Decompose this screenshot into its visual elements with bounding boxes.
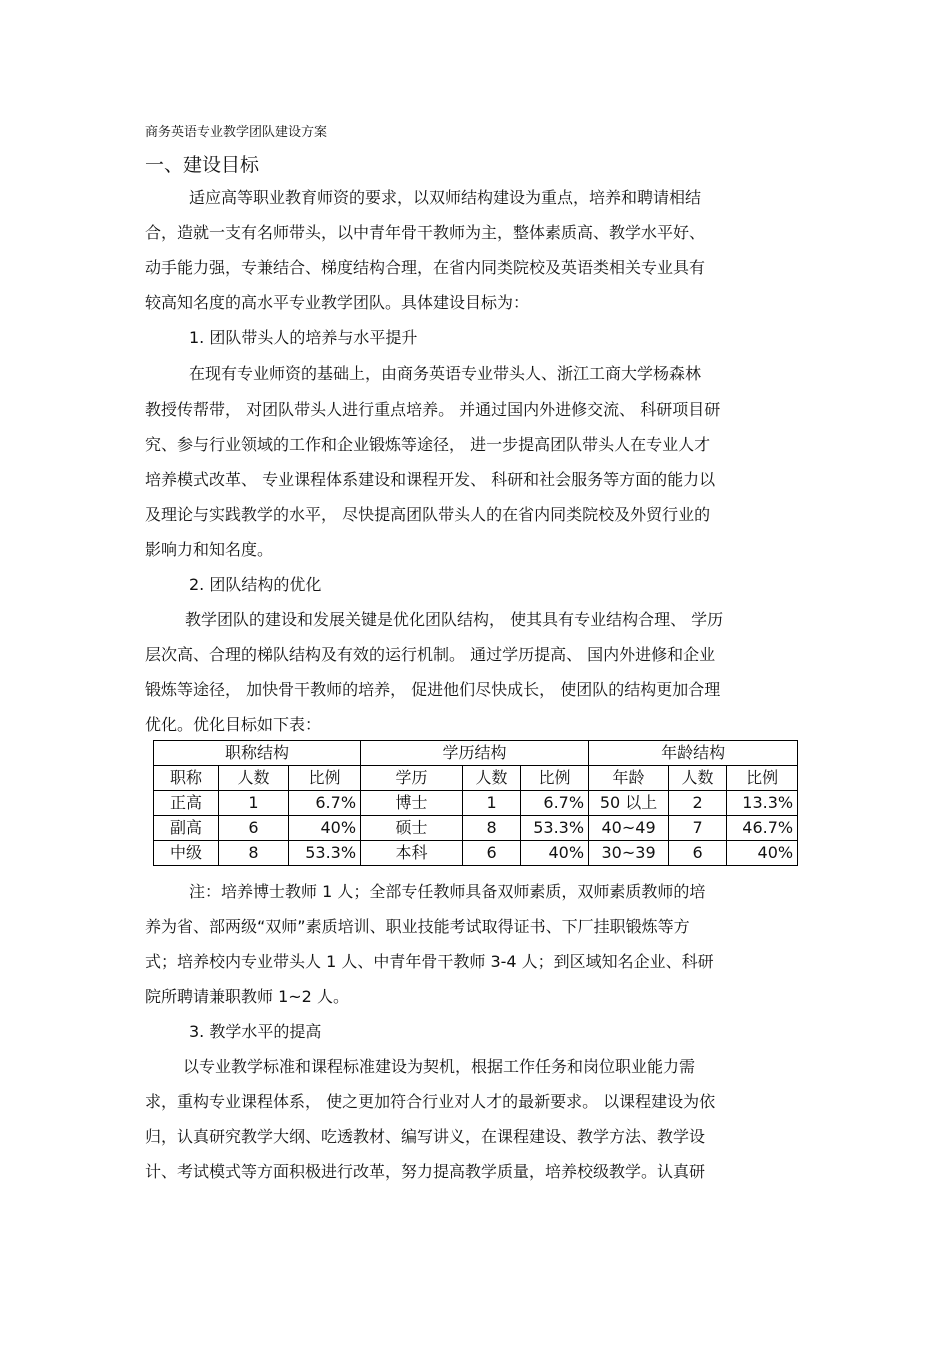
table-header-cell: 学历: [361, 766, 463, 791]
table-group-header: 年龄结构: [589, 741, 798, 766]
document-title: 商务英语专业教学团队建设方案: [145, 125, 328, 140]
table-cell: 6: [669, 841, 727, 866]
subsection-title-leader: 1. 团队带头人的培养与水平提升: [189, 328, 418, 347]
table-cell: 1: [463, 791, 521, 816]
table-cell: 53.3%: [521, 816, 589, 841]
paragraph-line: 层次高、合理的梯队结构及有效的运行机制。 通过学历提高、 国内外进修和企业: [145, 645, 716, 664]
note-line: 养为省、部两级“双师”素质培训、职业技能考试取得证书、下厂挂职锻炼等方: [145, 917, 690, 936]
section-heading-goals: 一、建设目标: [145, 154, 260, 176]
table-row: [154, 791, 798, 816]
paragraph-line: 合，造就一支有名师带头，以中青年骨干教师为主，整体素质高、教学水平好、: [145, 223, 706, 242]
table-cell: 6.7%: [289, 791, 361, 816]
table-cell: 40%: [521, 841, 589, 866]
paragraph-line: 适应高等职业教育师资的要求，以双师结构建设为重点，培养和聘请相结: [189, 188, 702, 207]
paragraph-line: 教授传帮带， 对团队带头人进行重点培养。 并通过国内外进修交流、 科研项目研: [145, 400, 721, 419]
paragraph-line: 计、考试模式等方面积极进行改革，努力提高教学质量，培养校级教学。认真研: [145, 1162, 706, 1181]
table-header-cell: 比例: [521, 766, 589, 791]
table-cell: 50 以上: [589, 791, 669, 816]
table-row: [154, 816, 798, 841]
note-line: 注：培养博士教师 1 人；全部专任教师具备双师素质，双师素质教师的培: [189, 882, 706, 901]
paragraph-line: 及理论与实践教学的水平， 尽快提高团队带头人的在省内同类院校及外贸行业的: [145, 505, 711, 524]
table-header-cell: 人数: [463, 766, 521, 791]
table-cell: 30~39: [589, 841, 669, 866]
table-cell: 40%: [289, 816, 361, 841]
paragraph-line: 影响力和知名度。: [145, 540, 274, 559]
table-group-header: 职称结构: [154, 741, 361, 766]
note-line: 式；培养校内专业带头人 1 人、中青年骨干教师 3-4 人；到区域知名企业、科研: [145, 952, 714, 971]
table-row: [154, 841, 798, 866]
table-cell: 7: [669, 816, 727, 841]
table-cell: 40~49: [589, 816, 669, 841]
paragraph-line: 求，重构专业课程体系， 使之更加符合行业对人才的最新要求。 以课程建设为依: [145, 1092, 716, 1111]
table-cell: 6.7%: [521, 791, 589, 816]
table-cell: 中级: [154, 841, 219, 866]
table-header-cell: 职称: [154, 766, 219, 791]
paragraph-line: 以专业教学标准和课程标准建设为契机，根据工作任务和岗位职业能力需: [183, 1057, 696, 1076]
paragraph-line: 锻炼等途径， 加快骨干教师的培养， 促进他们尽快成长， 使团队的结构更加合理: [145, 680, 721, 699]
subsection-title-structure: 2. 团队结构的优化: [189, 575, 322, 594]
paragraph-line: 究、参与行业领域的工作和企业锻炼等途径， 进一步提高团队带头人在专业人才: [145, 435, 711, 454]
table-cell: 2: [669, 791, 727, 816]
paragraph-line: 在现有专业师资的基础上，由商务英语专业带头人、浙江工商大学杨森林: [189, 364, 702, 383]
table-header-cell: 人数: [219, 766, 289, 791]
table-header-cell: 比例: [727, 766, 798, 791]
table-header-row: [154, 766, 798, 791]
table-cell: 40%: [727, 841, 798, 866]
table-cell: 副高: [154, 816, 219, 841]
table-cell: 本科: [361, 841, 463, 866]
table-cell: 硕士: [361, 816, 463, 841]
table-cell: 46.7%: [727, 816, 798, 841]
table-group-header: 学历结构: [361, 741, 589, 766]
table-cell: 6: [463, 841, 521, 866]
paragraph-line: 动手能力强，专兼结合、梯度结构合理，在省内同类院校及英语类相关专业具有: [145, 258, 706, 277]
table-cell: 8: [463, 816, 521, 841]
table-cell: 6: [219, 816, 289, 841]
note-line: 院所聘请兼职教师 1~2 人。: [145, 987, 349, 1006]
table-header-cell: 比例: [289, 766, 361, 791]
subsection-title-teaching: 3. 教学水平的提高: [189, 1022, 322, 1041]
table-cell: 正高: [154, 791, 219, 816]
paragraph-line: 优化。优化目标如下表：: [145, 715, 322, 734]
table-cell: 博士: [361, 791, 463, 816]
paragraph-line: 归，认真研究教学大纲、吃透教材、编写讲义，在课程建设、教学方法、教学设: [145, 1127, 706, 1146]
table-group-header-row: [154, 741, 798, 766]
table-cell: 1: [219, 791, 289, 816]
paragraph-line: 较高知名度的高水平专业教学团队。具体建设目标为：: [145, 293, 530, 312]
table-header-cell: 人数: [669, 766, 727, 791]
table-header-cell: 年龄: [589, 766, 669, 791]
team-structure-table: [153, 740, 798, 866]
table-cell: 8: [219, 841, 289, 866]
table-cell: 53.3%: [289, 841, 361, 866]
paragraph-line: 教学团队的建设和发展关键是优化团队结构， 使其具有专业结构合理、 学历: [185, 610, 724, 629]
table-cell: 13.3%: [727, 791, 798, 816]
paragraph-line: 培养模式改革、 专业课程体系建设和课程开发、 科研和社会服务等方面的能力以: [145, 470, 716, 489]
